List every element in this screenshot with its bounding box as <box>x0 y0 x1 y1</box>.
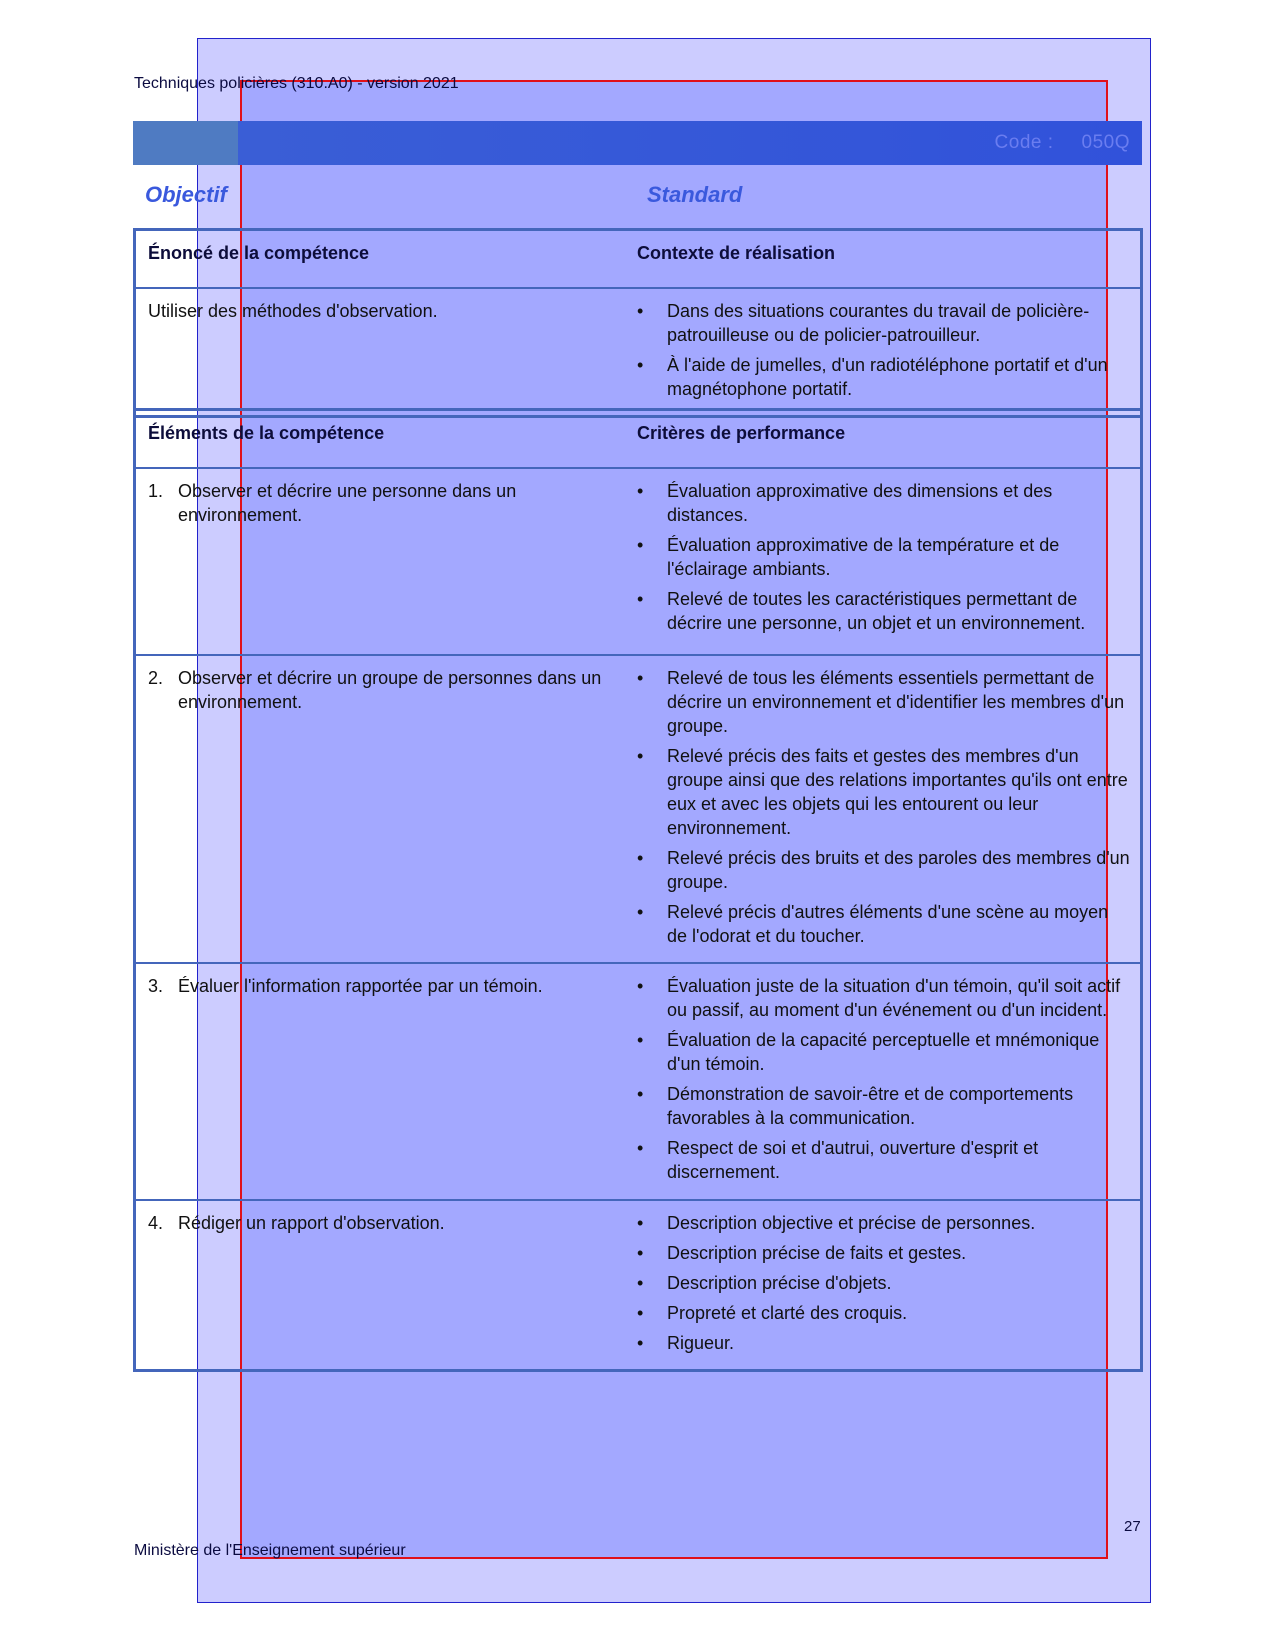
element-number: 3. <box>148 976 164 996</box>
criteria-header: Critères de performance <box>637 423 846 443</box>
criteria-list <box>637 479 1130 635</box>
page-number: 27 <box>1124 1518 1141 1535</box>
criterion: • Rigueur. <box>637 1331 1130 1355</box>
element-number: 4. <box>148 1213 164 1233</box>
context-item: • À l'aide de jumelles, d'un radiotéléphone portatif et d'un magnétophone portatif. <box>637 353 1130 401</box>
footer-ministry: Ministère de l'Enseignement supérieur <box>134 1542 406 1559</box>
element-text: Évaluer l'information rapportée par un témoin. <box>178 976 543 996</box>
code-label-text: Code : <box>994 132 1054 153</box>
elements-header: Éléments de la compétence <box>148 423 385 443</box>
criterion: • Évaluation juste de la situation d'un témoin, qu'il soit actif ou passif, au moment d'un événement ou d'un incident. <box>637 974 1130 1022</box>
criteria-list <box>637 666 1130 948</box>
element-number: 1. <box>148 481 164 501</box>
context-list <box>637 299 1130 401</box>
element-number: 2. <box>148 668 164 688</box>
criterion: • Démonstration de savoir-être et de comportements favorables à la communication. <box>637 1082 1130 1130</box>
competence-statement: Utiliser des méthodes d'observation. <box>135 288 638 417</box>
context-header: Contexte de réalisation <box>637 243 836 263</box>
criterion: • Respect de soi et d'autrui, ouverture d'esprit et discernement. <box>637 1136 1130 1184</box>
context-item: • Dans des situations courantes du travail de policière-patrouilleuse ou de policier-patrouilleur. <box>637 299 1130 347</box>
standard-title: Standard <box>647 182 743 207</box>
element-text: Observer et décrire une personne dans un environnement. <box>178 481 517 525</box>
document-header: Techniques policières (310.A0) - version 2021 <box>134 75 459 92</box>
criteria-list <box>637 974 1130 1184</box>
criterion: • Relevé précis d'autres éléments d'une scène au moyen de l'odorat et du toucher. <box>637 900 1130 948</box>
criteria-list <box>637 1211 1130 1355</box>
criterion: • Description précise de faits et gestes. <box>637 1241 1130 1265</box>
criterion: • Description objective et précise de personnes. <box>637 1211 1130 1235</box>
criterion: • Relevé précis des bruits et des paroles des membres d'un groupe. <box>637 846 1130 894</box>
criterion: • Évaluation approximative des dimensions et des distances. <box>637 479 1130 527</box>
elements-table <box>133 408 1143 1372</box>
criterion: • Évaluation de la capacité perceptuelle et mnémonique d'un témoin. <box>637 1028 1130 1076</box>
criterion: • Description précise d'objets. <box>637 1271 1130 1295</box>
criterion: • Propreté et clarté des croquis. <box>637 1301 1130 1325</box>
criterion: • Relevé précis des faits et gestes des membres d'un groupe ainsi que des relations importantes qu'ils ont entre eux et avec les objets qui les entourent ou leur environnement. <box>637 744 1130 840</box>
code-bar <box>133 121 1142 165</box>
competence-statement-header: Énoncé de la compétence <box>148 243 370 263</box>
element-row-3 <box>135 963 1142 1200</box>
element-row-1 <box>135 468 1142 655</box>
criterion: • Évaluation approximative de la température et de l'éclairage ambiants. <box>637 533 1130 581</box>
competence-table <box>133 228 1143 418</box>
element-row-4 <box>135 1200 1142 1371</box>
criterion: • Relevé de toutes les caractéristiques permettant de décrire une personne, un objet et un environnement. <box>637 587 1130 635</box>
objective-title: Objectif <box>145 182 227 207</box>
element-row-2 <box>135 655 1142 963</box>
code-value: 050Q <box>1081 132 1130 153</box>
element-text: Observer et décrire un groupe de personnes dans un environnement. <box>178 668 602 712</box>
criterion: • Relevé de tous les éléments essentiels permettant de décrire un environnement et d'identifier les membres d'un groupe. <box>637 666 1130 738</box>
element-text: Rédiger un rapport d'observation. <box>178 1213 445 1233</box>
code-label <box>995 132 1130 154</box>
